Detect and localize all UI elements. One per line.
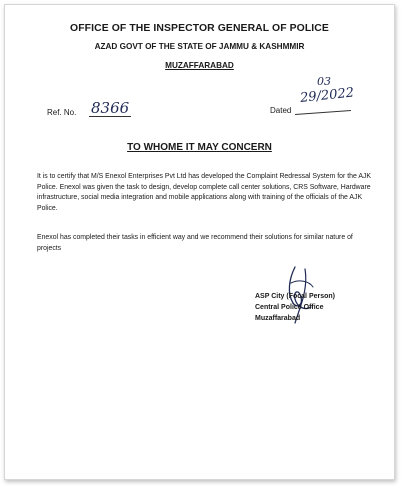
signatory-office: Central Police Office [255,304,324,311]
body-paragraph-1: It is to certify that M/S Enexol Enterprises Pvt Ltd has developed the Complaint Redressal System for the AJK Police. Enexol was given the task to design, develop complete call center solutions, CRS Software, Hardware infrastructure, social media integration and mobile applications along with training of the officials of the AJK Police. [37,173,371,212]
date-underline [295,110,351,115]
letter-page [4,4,395,480]
signatory-title: ASP City (Focal Person) [255,293,336,300]
signatory-block [255,291,335,324]
date-month-overwrite: 03 [317,75,331,88]
date-label: Dated [270,106,292,115]
body-paragraph-2: Enexol has completed their tasks in efficient way and we recommend their solutions for similar nature of projects [37,234,353,252]
reference-number: 8366 [91,99,130,117]
reference-label: Ref. No. [47,108,77,117]
date-value: 29/2022 [299,85,355,106]
signatory-city: Muzaffarabad [255,315,301,322]
letter-title: TO WHOME IT MAY CONCERN [127,142,272,153]
letterhead-government: AZAD GOVT OF THE STATE OF JAMMU & KASHMMIR [94,42,305,51]
letterhead-office: OFFICE OF THE INSPECTOR GENERAL OF POLICE [70,23,329,34]
letterhead-city: MUZAFFARABAD [165,61,234,70]
